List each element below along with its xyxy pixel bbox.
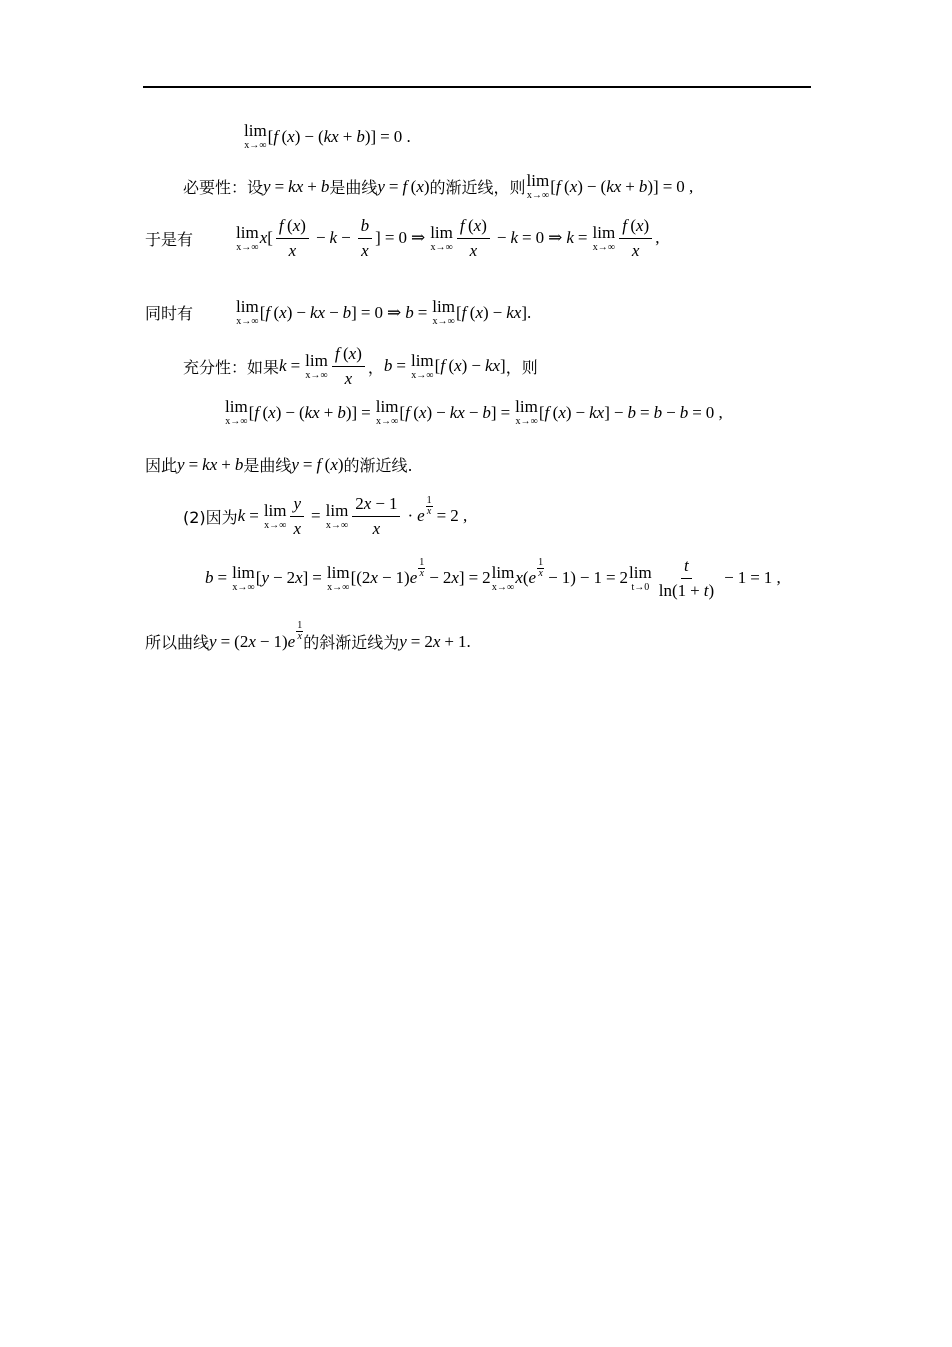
necessity-line: 必要性：设 y = kx + b 是曲线 y = f ( x ) 的渐近线，则 lim x→∞ [ f ( x ) − ( kx + b )] = 0 , [183, 171, 694, 201]
part2-line: (2)因为 k = lim x→∞ $\frac{y}{x}$ = lim x→∞ $\frac{2x - 1}{x}$ · e $\frac{1}{x}$ = 2 , [183, 494, 468, 538]
b-derivation-line: b = lim x→∞ [ y − 2 x ] = lim x→∞ [(2 x − 1) e 1 x − 2 x ] = 2 lim x→∞ x ( e 1 x − 1) − 1 = 2 lim t→0 $\frac{t}{\ln(1 + t)}$ − 1 = 1 , [205, 556, 781, 600]
then-have-line: 于是有 lim x→∞ x [ $\frac{f (x)}{x}$ − k − $\frac{b}{x}$ ] = 0 ⇒ lim x→∞ $\frac{f (x)}{x}$ − k = 0 ⇒ k = lim x→∞ $\frac{f (x)}{x}$ , [145, 216, 660, 260]
formula-line-1: lim x→∞ [ f ( x ) − ( kx + b )] = 0 . [244, 121, 411, 151]
header-rule [143, 86, 811, 88]
part2-label: (2)因为 [183, 507, 238, 527]
necessity-label: 必要性：设 [183, 178, 264, 197]
sufficiency-label: 充分性：如果 [183, 357, 280, 377]
sufficiency-derivation: lim x→∞ [ f ( x ) − ( kx + b )] = lim x→∞ [ f ( x ) − kx − b ] = lim x→∞ [ f ( x ) − kx ] − b = b − b = 0 , [225, 397, 723, 427]
then-have-label: 于是有 [145, 229, 194, 249]
therefore-line: 因此 y = kx + b 是曲线 y = f ( x ) 的渐近线. [145, 454, 413, 475]
also-have-label: 同时有 [145, 304, 194, 323]
sufficiency-line: 充分性：如果 k = lim x→∞ $\frac{f (x)}{x}$ ， b = lim x→∞ [ f ( x ) − kx ] ， 则 [183, 344, 538, 388]
limit-operator: lim x→∞ [244, 121, 267, 151]
also-have-line: 同时有 lim x→∞ [ f ( x ) − kx − b ] = 0 ⇒ b = lim x→∞ [ f ( x ) − kx ]. [145, 297, 532, 327]
conclusion-line: 所以曲线 y = (2 x − 1) e 1 x 的斜渐近线为 y = 2 x + 1. [145, 620, 471, 652]
